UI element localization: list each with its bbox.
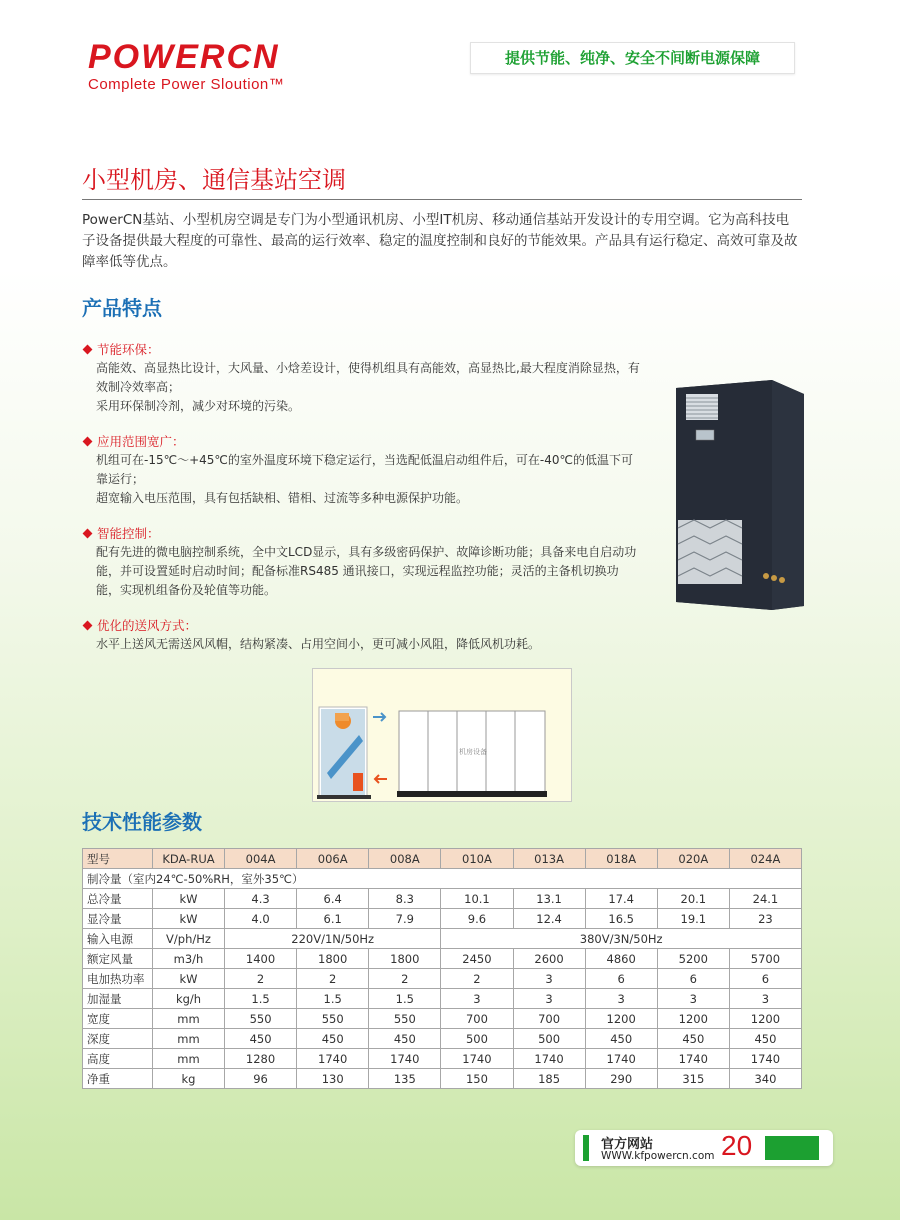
table-cell: 500 <box>513 1029 585 1049</box>
table-cell: 550 <box>297 1009 369 1029</box>
feature-line: 采用环保制冷剂，减少对环境的污染。 <box>96 399 301 413</box>
feature-line: 高能效、高显热比设计，大风量、小焓差设计，使得机组具有高能效，高显热比,最大程度消除显热，有效制冷效率高； <box>96 361 640 394</box>
table-cell: 2450 <box>441 949 513 969</box>
table-cell: 3 <box>513 969 585 989</box>
feature-line: 水平上送风无需送风风帽，结构紧凑、占用空间小，更可减小风阻，降低风机功耗。 <box>96 637 541 651</box>
equipment-label: 机房设备 <box>459 748 487 756</box>
table-cell: 6.1 <box>297 909 369 929</box>
table-cell-label: 总冷量 <box>83 889 153 909</box>
footer-accent-block <box>765 1136 819 1160</box>
logo-wordmark <box>88 40 284 74</box>
table-cell: 550 <box>225 1009 297 1029</box>
table-cell: 185 <box>513 1069 585 1089</box>
table-row <box>83 1069 802 1089</box>
table-cell: 1280 <box>225 1049 297 1069</box>
table-cell-label: 输入电源 <box>83 929 153 949</box>
table-cell: 16.5 <box>585 909 657 929</box>
features-heading: 产品特点 <box>82 296 162 320</box>
table-row <box>83 949 802 969</box>
table-cell-label: 显冷量 <box>83 909 153 929</box>
table-cell-unit: m3/h <box>153 949 225 969</box>
table-cell: 1740 <box>369 1049 441 1069</box>
table-cell: 450 <box>585 1029 657 1049</box>
table-cell: 1.5 <box>369 989 441 1009</box>
title-divider <box>82 199 802 200</box>
table-cell: 20.1 <box>657 889 729 909</box>
table-cell: 1200 <box>729 1009 801 1029</box>
table-cell-unit: kW <box>153 889 225 909</box>
table-header-cell: 型号 <box>83 849 153 869</box>
table-cell: 450 <box>657 1029 729 1049</box>
table-cell: 19.1 <box>657 909 729 929</box>
table-cell: 550 <box>369 1009 441 1029</box>
table-cell: 5200 <box>657 949 729 969</box>
table-cell-unit: kg/h <box>153 989 225 1009</box>
table-cell: 6 <box>657 969 729 989</box>
table-cell: 3 <box>441 989 513 1009</box>
table-cell: 1740 <box>441 1049 513 1069</box>
table-cell: 12.4 <box>513 909 585 929</box>
table-row <box>83 869 802 889</box>
table-header-cell: KDA-RUA <box>153 849 225 869</box>
table-cell: 4860 <box>585 949 657 969</box>
table-row <box>83 929 802 949</box>
feature-title: 节能环保： <box>97 342 160 357</box>
table-header-cell: 020A <box>657 849 729 869</box>
table-cell: 1.5 <box>225 989 297 1009</box>
table-cell: 130 <box>297 1069 369 1089</box>
table-header-cell: 008A <box>369 849 441 869</box>
table-cell: 3 <box>657 989 729 1009</box>
table-cell: 10.1 <box>441 889 513 909</box>
feature-title: 应用范围宽广： <box>97 434 185 449</box>
page-title: 小型机房、通信基站空调 <box>82 166 346 194</box>
table-row <box>83 989 802 1009</box>
table-cell-label: 电加热功率 <box>83 969 153 989</box>
table-cell: 13.1 <box>513 889 585 909</box>
specs-heading: 技术性能参数 <box>82 810 202 834</box>
table-cell: 5700 <box>729 949 801 969</box>
feature-line: 机组可在-15℃～+45℃的室外温度环境下稳定运行，当选配低温启动组件后，可在-40℃的低温下可靠运行； <box>96 453 633 486</box>
table-cell: 1200 <box>585 1009 657 1029</box>
footer-website-url[interactable]: WWW.kfpowercn.com <box>601 1150 715 1162</box>
table-cell-label: 高度 <box>83 1049 153 1069</box>
table-cell: 220V/1N/50Hz <box>225 929 441 949</box>
table-cell-unit: kW <box>153 969 225 989</box>
table-cell: 135 <box>369 1069 441 1089</box>
feature-range <box>82 432 642 508</box>
table-cell: 8.3 <box>369 889 441 909</box>
table-row <box>83 1009 802 1029</box>
cooling-condition-cell: 制冷量（室内24℃-50%RH，室外35℃） <box>83 869 802 889</box>
table-header-cell: 018A <box>585 849 657 869</box>
table-cell: 2 <box>441 969 513 989</box>
table-cell: 3 <box>729 989 801 1009</box>
feature-line: 超宽输入电压范围，具有包括缺相、错相、过流等多种电源保护功能。 <box>96 491 469 505</box>
table-header-cell: 024A <box>729 849 801 869</box>
spec-table <box>82 848 802 1089</box>
table-cell: 340 <box>729 1069 801 1089</box>
feature-airflow <box>82 616 642 654</box>
footer-badge <box>575 1130 833 1166</box>
table-header-row <box>83 849 802 869</box>
table-header-cell: 006A <box>297 849 369 869</box>
table-header-cell: 004A <box>225 849 297 869</box>
table-row <box>83 969 802 989</box>
table-cell: 1740 <box>297 1049 369 1069</box>
table-cell: 1.5 <box>297 989 369 1009</box>
air-conditioner-unit-image <box>668 380 804 610</box>
logo-text: POWERCN <box>88 38 280 76</box>
feature-line: 配有先进的微电脑控制系统，全中文LCD显示，具有多级密码保护、故障诊断功能；具备来电自启动功能，并可设置延时启动时间；配备标准RS485 通讯接口，实现远程监控功能；灵活的主备机切换功能，实现机组备份及轮值等功能。 <box>96 545 637 597</box>
table-cell: 3 <box>585 989 657 1009</box>
table-cell: 6 <box>729 969 801 989</box>
feature-energy <box>82 340 642 416</box>
table-cell: 9.6 <box>441 909 513 929</box>
table-cell-unit: mm <box>153 1049 225 1069</box>
table-cell-unit: kg <box>153 1069 225 1089</box>
table-header-cell: 010A <box>441 849 513 869</box>
table-cell: 2600 <box>513 949 585 969</box>
table-row <box>83 1049 802 1069</box>
table-cell: 23 <box>729 909 801 929</box>
table-cell: 6 <box>585 969 657 989</box>
table-cell-unit: mm <box>153 1029 225 1049</box>
table-cell: 24.1 <box>729 889 801 909</box>
table-cell: 450 <box>297 1029 369 1049</box>
table-cell: 380V/3N/50Hz <box>441 929 802 949</box>
diamond-bullet-icon <box>83 529 93 539</box>
logo-tagline: Complete Power Sloution™ <box>88 76 285 93</box>
intro-paragraph: PowerCN基站、小型机房空调是专门为小型通讯机房、小型IT机房、移动通信基站开发设计的专用空调。它为高科技电子设备提供最大程度的可靠性、最高的运行效率、稳定的温度控制和良好的节能效果。产品具有运行稳定、高效可靠及故障率低等优点。 <box>82 212 798 270</box>
table-cell: 2 <box>225 969 297 989</box>
table-cell: 315 <box>657 1069 729 1089</box>
table-cell: 1200 <box>657 1009 729 1029</box>
table-cell: 700 <box>441 1009 513 1029</box>
table-cell: 1740 <box>585 1049 657 1069</box>
table-cell-label: 深度 <box>83 1029 153 1049</box>
table-cell: 450 <box>225 1029 297 1049</box>
table-cell: 1800 <box>297 949 369 969</box>
table-cell: 150 <box>441 1069 513 1089</box>
diamond-bullet-icon <box>83 437 93 447</box>
footer-website-label: 官方网站 <box>601 1137 654 1152</box>
table-cell: 290 <box>585 1069 657 1089</box>
table-cell: 700 <box>513 1009 585 1029</box>
table-cell-label: 宽度 <box>83 1009 153 1029</box>
airflow-diagram-graphic <box>313 669 571 801</box>
table-cell: 3 <box>513 989 585 1009</box>
table-row <box>83 909 802 929</box>
table-cell: 1740 <box>729 1049 801 1069</box>
table-cell: 450 <box>729 1029 801 1049</box>
feature-title: 智能控制： <box>97 526 160 541</box>
table-cell: 450 <box>369 1029 441 1049</box>
slogan-banner: 提供节能、纯净、安全不间断电源保障 <box>470 42 795 74</box>
table-cell: 1800 <box>369 949 441 969</box>
brand-logo <box>88 40 284 93</box>
table-header-cell: 013A <box>513 849 585 869</box>
table-cell-unit: mm <box>153 1009 225 1029</box>
diamond-bullet-icon <box>83 621 93 631</box>
table-cell: 4.0 <box>225 909 297 929</box>
table-row <box>83 1029 802 1049</box>
table-cell: 6.4 <box>297 889 369 909</box>
table-cell: 7.9 <box>369 909 441 929</box>
table-row <box>83 889 802 909</box>
table-cell-unit: kW <box>153 909 225 929</box>
table-cell-label: 净重 <box>83 1069 153 1089</box>
feature-title: 优化的送风方式： <box>97 618 198 633</box>
table-cell: 17.4 <box>585 889 657 909</box>
table-cell: 500 <box>441 1029 513 1049</box>
page-number: 20 <box>721 1130 753 1161</box>
table-cell: 4.3 <box>225 889 297 909</box>
table-cell: 1740 <box>657 1049 729 1069</box>
footer-accent-bar <box>583 1135 589 1161</box>
table-cell: 2 <box>297 969 369 989</box>
table-cell-unit: V/ph/Hz <box>153 929 225 949</box>
table-cell: 2 <box>369 969 441 989</box>
table-cell: 1400 <box>225 949 297 969</box>
airflow-diagram <box>312 668 572 802</box>
table-cell: 96 <box>225 1069 297 1089</box>
table-cell-label: 加湿量 <box>83 989 153 1009</box>
diamond-bullet-icon <box>83 345 93 355</box>
feature-control <box>82 524 642 600</box>
table-cell: 1740 <box>513 1049 585 1069</box>
table-cell-label: 额定风量 <box>83 949 153 969</box>
